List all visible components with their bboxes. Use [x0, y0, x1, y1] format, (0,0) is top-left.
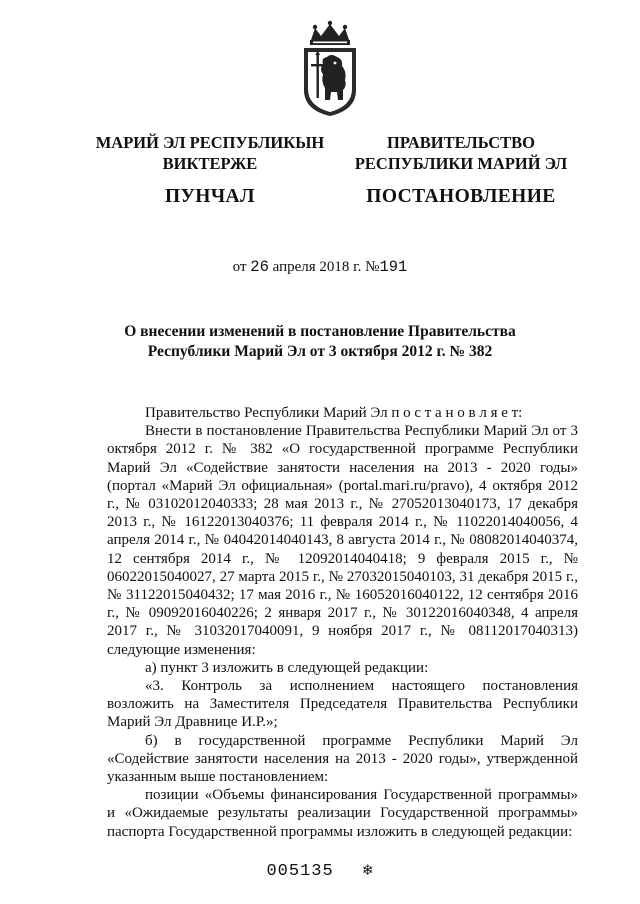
header-left-doc-type: ПУНЧАЛ: [165, 186, 255, 207]
header-right-block: [352, 132, 570, 207]
serial-number: 005135: [266, 862, 334, 881]
header-left-block: [88, 132, 332, 207]
document-date-line: [0, 258, 640, 276]
title-line1: О внесении изменений в постановление Правительства: [124, 323, 516, 340]
header-right-line2: РЕСПУБЛИКИ МАРИЙ ЭЛ: [354, 154, 568, 173]
document-body: [107, 404, 578, 841]
date-prefix: от: [232, 259, 247, 275]
body-paragraph-positions: позиции «Объемы финансирования Государственной программы» и «Ожидаемые результаты реализации Государственной программы» паспорта Государственной программы изложить в следующей редакции:: [107, 787, 578, 840]
footer-serial: [0, 860, 640, 881]
header-left-line2: ВИКТЕРЖЕ: [162, 154, 258, 173]
body-paragraph-resolution: Правительство Республики Марий Эл п о с т а н о в л я е т:: [145, 405, 523, 421]
title-line2: Республики Марий Эл от 3 октября 2012 г. № 382: [147, 343, 493, 360]
header-right-line1: ПРАВИТЕЛЬСТВО: [387, 133, 535, 152]
body-paragraph-item-b: б) в государственной программе Республики Марий Эл «Содействие занятости населения на 2013 - 2020 годы», утвержденной указанным выше постановлением:: [107, 732, 578, 786]
body-paragraph-item-a: а) пункт 3 изложить в следующей редакции:: [145, 659, 429, 676]
body-paragraph-amendment: Внести в постановление Правительства Республики Марий Эл от 3 октября 2012 г. № 382 «О государственной программе Республики Марий Эл «Содействие занятости населения на 2013 - 2020 годы» (портал «Марий Эл официальная» (portal.mari.ru/pravo), 4 октября 2012 г., № 03102012040333; 28 мая 2013 г., № 27052013040173, 17 декабря 2013 г., № 16122013040376; 11 февраля 2014 г., № 11022014040056, 4 апреля 2014 г., № 04042014040143, 8 августа 2014 г., № 08082014040374, 12 сентября 2014 г., № 12092014040418; 9 февраля 2015 г., № 06022015040027, 27 марта 2015 г., № 27032015040103, 31 декабря 2015 г., № 31122015040432; 17 мая 2016 г., № 16052016040122, 12 сентября 2016 г., № 09092016040226; 2 января 2017 г., № 30122016040348, 4 апреля 2017 г., № 31032017040091, 9 ноября 2017 г., № 08112017040313) следующие изменения:: [107, 423, 578, 658]
date-month-year: апреля 2018 г. №: [272, 259, 380, 275]
snowflake-mark-icon: ❄: [362, 862, 374, 880]
document-number: 191: [379, 258, 408, 276]
body-paragraph-item-a-text: «3. Контроль за исполнением настоящего постановления возложить на Заместителя Председателя Правительства Республики Марий Эл Дравнице И.Р.»;: [107, 678, 578, 731]
header-left-line1: МАРИЙ ЭЛ РЕСПУБЛИКЫН: [95, 133, 325, 152]
date-day: 26: [250, 258, 269, 276]
header-right-doc-type: ПОСТАНОВЛЕНИЕ: [366, 186, 556, 207]
document-title: [100, 322, 540, 362]
coat-of-arms-emblem: [297, 20, 363, 118]
